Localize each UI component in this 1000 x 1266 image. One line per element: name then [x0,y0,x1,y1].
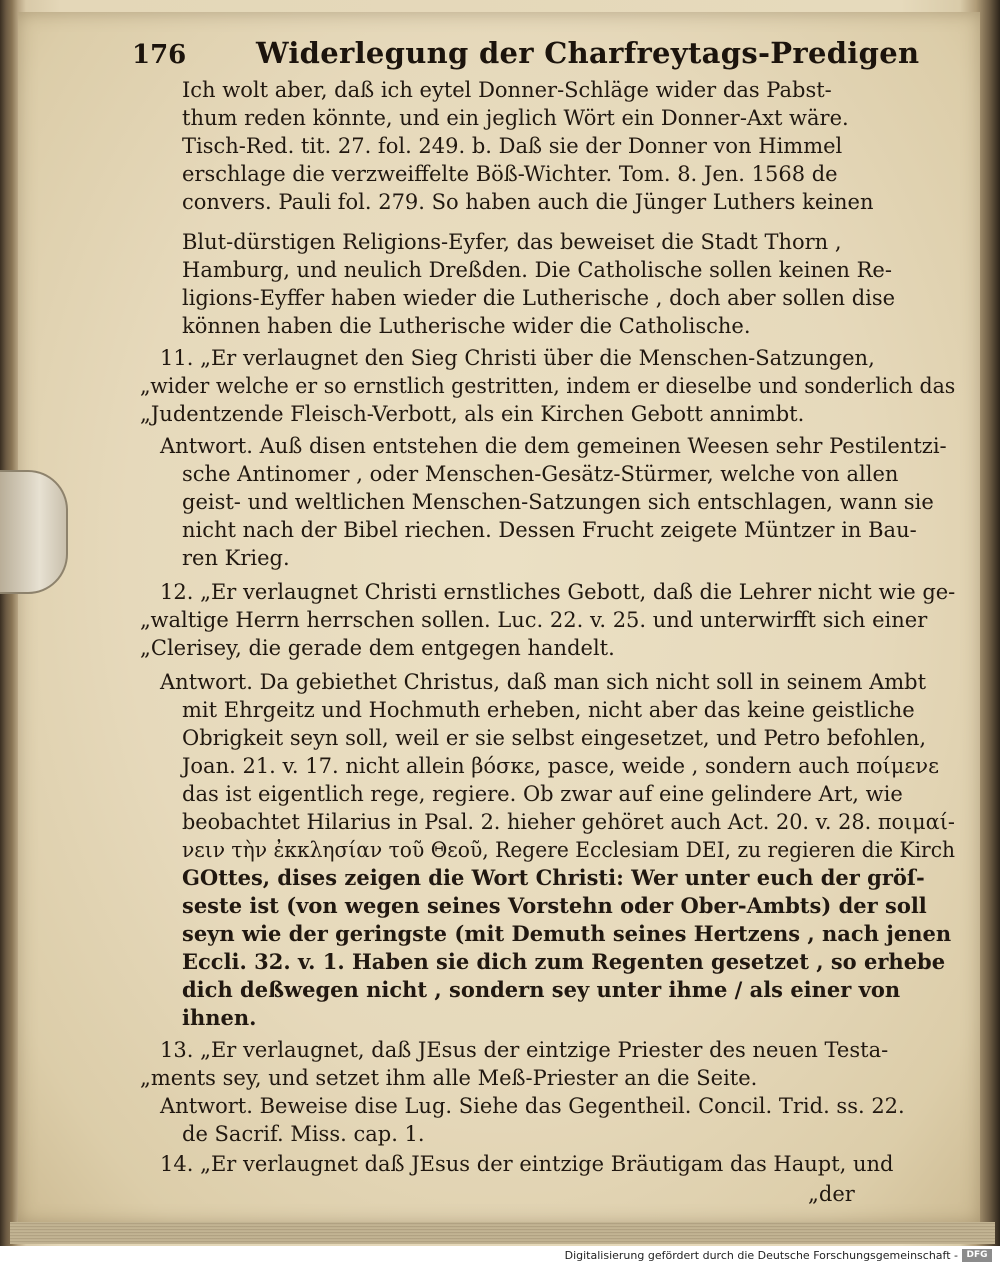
text-line: 12. „Er verlaugnet Christi ernstliches Gebott, daß die Lehrer nicht wie ge- [160,580,956,604]
text-line: Antwort. Da gebiethet Christus, daß man sich nicht soll in seinem Ambt [160,670,927,694]
text-line: νειν τὴν ἐκκλησίαν τοῦ Θεοῦ, Regere Ecclesiam DEI, zu regieren die Kirch [182,838,956,862]
text-line: ren Krieg. [182,546,290,570]
text-line: convers. Pauli fol. 279. So haben auch die Jünger Luthers keinen [182,190,874,214]
text-line: mit Ehrgeitz und Hochmuth erheben, nicht aber das keine geistliche [182,698,915,722]
text-line: das ist eigentlich rege, regiere. Ob zwar auf eine gelindere Art, wie [182,782,903,806]
running-title: Widerlegung der Charfreytags-Predigen [256,36,920,70]
text-line: sche Antinomer , oder Menschen-Gesätz-Stürmer, welche von allen [182,462,899,486]
text-line: 14. „Er verlaugnet daß JEsus der eintzige Bräutigam das Haupt, und [160,1152,894,1176]
text-line: „wider welche er so ernstlich gestritten, indem er dieselbe und sonderlich das [140,374,956,398]
text-line: „waltige Herrn herrschen sollen. Luc. 22. v. 25. und unterwirfft sich einer [140,608,928,632]
text-line: Eccli. 32. v. 1. Haben sie dich zum Regenten gesetzet , so erhebe [182,949,946,974]
catchword: „der [808,1182,855,1206]
text-line: thum reden könnte, und ein jeglich Wört ein Donner-Axt wäre. [182,106,849,130]
text-line: ihnen. [182,1005,257,1030]
text-line: „ments sey, und setzet ihm alle Meß-Priester an die Seite. [140,1066,758,1090]
text-line: GOttes, dises zeigen die Wort Christi: Wer unter euch der gröſ- [182,865,925,890]
text-line: dich deßwegen nicht , sondern sey unter ihme / als einer von [182,977,901,1002]
digitization-footer [0,1246,1000,1266]
text-line: Hamburg, und neulich Dreßden. Die Catholische sollen keinen Re- [182,258,892,282]
text-line: 13. „Er verlaugnet, daß JEsus der eintzige Priester des neuen Testa- [160,1038,889,1062]
text-line: Antwort. Auß disen entstehen die dem gemeinen Weesen sehr Pestilentzi- [160,434,947,458]
text-line: Antwort. Beweise dise Lug. Siehe das Gegentheil. Concil. Trid. ss. 22. [160,1094,905,1118]
text-line: ligions-Eyffer haben wieder die Lutherische , doch aber sollen dise [182,286,896,310]
text-line: seste ist (von wegen seines Vorstehn oder Ober-Ambts) der soll [182,893,927,918]
funding-credit: Digitalisierung gefördert durch die Deutsche Forschungsgemeinschaft - [564,1249,958,1262]
text-line: seyn wie der geringste (mit Demuth seines Hertzens , nach jenen [182,921,952,946]
text-line: nicht nach der Bibel riechen. Dessen Frucht zeigete Müntzer in Bau- [182,518,917,542]
text-line: 11. „Er verlaugnet den Sieg Christi über die Menschen-Satzungen, [160,346,875,370]
text-line: erschlage die verzweiffelte Böß-Wichter. Tom. 8. Jen. 1568 de [182,162,838,186]
text-line: Tisch-Red. tit. 27. fol. 249. b. Daß sie der Donner von Himmel [182,134,843,158]
page-number: 176 [132,40,187,70]
text-line: Joan. 21. v. 17. nicht allein βόσκε, pasce, weide , sondern auch ποίμενε [182,754,939,778]
text-line: beobachtet Hilarius in Psal. 2. hieher gehöret auch Act. 20. v. 28. ποιμαί- [182,810,955,834]
text-line: de Sacrif. Miss. cap. 1. [182,1122,425,1146]
text-line: Ich wolt aber, daß ich eytel Donner-Schläge wider das Pabst- [182,78,832,102]
text-line: „Judentzende Fleisch-Verbott, als ein Kirchen Gebott annimbt. [140,402,805,426]
text-line: können haben die Lutherische wider die Catholische. [182,314,751,338]
dfg-logo-icon: DFG [962,1249,992,1262]
text-line: Obrigkeit seyn soll, weil er sie selbst eingesetzet, und Petro befohlen, [182,726,927,750]
text-line: Blut-dürstigen Religions-Eyfer, das beweiset die Stadt Thorn , [182,230,842,254]
text-line: „Clerisey, die gerade dem entgegen handelt. [140,636,615,660]
text-line: geist- und weltlichen Menschen-Satzungen sich entschlagen, wann sie [182,490,934,514]
